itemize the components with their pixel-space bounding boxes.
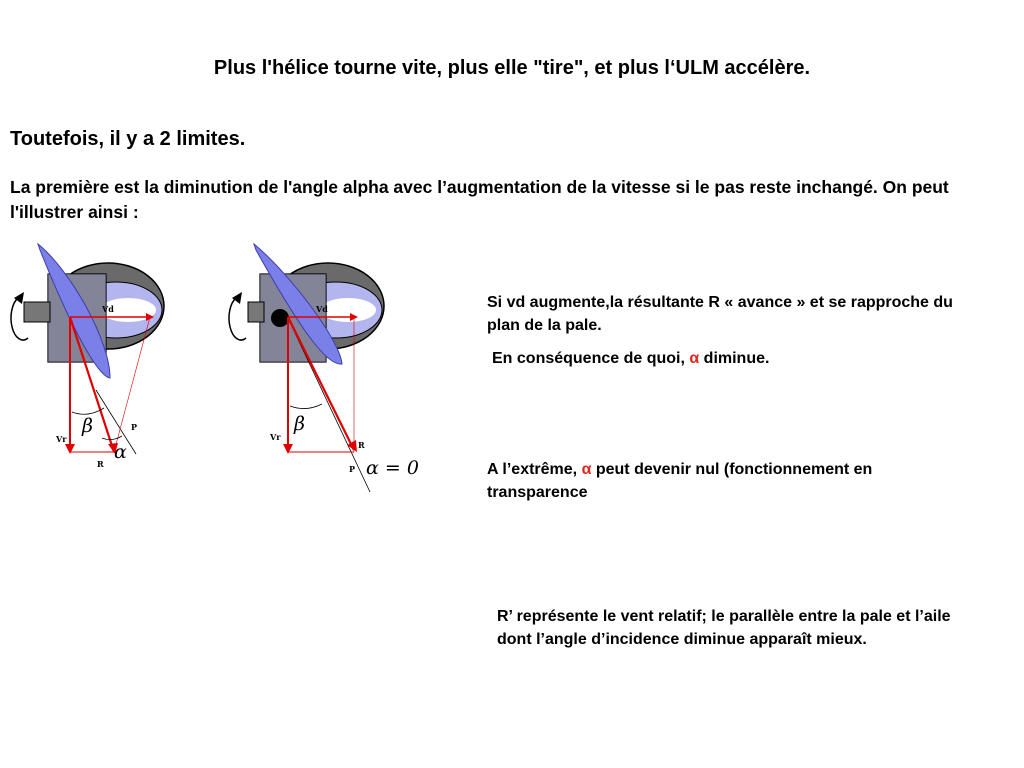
- note-extreme: [487, 458, 957, 504]
- intro-paragraph: La première est la diminution de l'angle alpha avec l’augmentation de la vitesse si le pas reste inchangé. On peut l'illustrer ainsi :: [10, 177, 949, 222]
- vr-label: Vr: [56, 434, 67, 444]
- p-label: P: [349, 464, 356, 474]
- p-label: P: [131, 422, 138, 432]
- rotation-arrow-icon: [229, 298, 246, 340]
- shaft: [248, 302, 264, 322]
- note3-text-end: peut devenir nul (fonctionnement en transparence: [487, 461, 873, 501]
- note-relative-wind: R’ représente le vent relatif; le parallèle entre la pale et l’aile dont l’angle d’incidence diminue apparaît mieux.: [497, 608, 951, 648]
- note3-text: A l’extrême,: [487, 461, 582, 478]
- alpha-zero-symbol: α = 0: [366, 457, 419, 479]
- beta-symbol: β: [82, 415, 93, 437]
- alpha-symbol: α: [114, 441, 127, 463]
- hub-center: [320, 298, 376, 322]
- r-label: R: [358, 440, 365, 450]
- alpha-symbol-text: α: [689, 350, 700, 367]
- vd-label: Vd: [102, 304, 114, 314]
- note-resultant: Si vd augmente,la résultante R « avance » et se rapproche du plan de la pale.: [487, 294, 953, 334]
- page-title: Plus l'hélice tourne vite, plus elle "tire", et plus l‘ULM accélère.: [213, 57, 811, 79]
- vr-label: Vr: [270, 432, 281, 442]
- section-heading: Toutefois, il y a 2 limites.: [10, 128, 246, 150]
- note2-text-end: diminue.: [699, 350, 770, 367]
- note2-text: En conséquence de quoi,: [492, 350, 690, 367]
- note-consequence: [492, 350, 769, 368]
- shaft: [24, 302, 50, 322]
- propeller-diagram-1: [0, 240, 200, 480]
- r-label: R: [97, 459, 104, 469]
- beta-symbol: β: [294, 413, 305, 435]
- propeller-diagram-2: [220, 240, 440, 500]
- r-arrow: [347, 440, 357, 452]
- vd-label: Vd: [316, 304, 328, 314]
- alpha-symbol-text: α: [581, 461, 592, 478]
